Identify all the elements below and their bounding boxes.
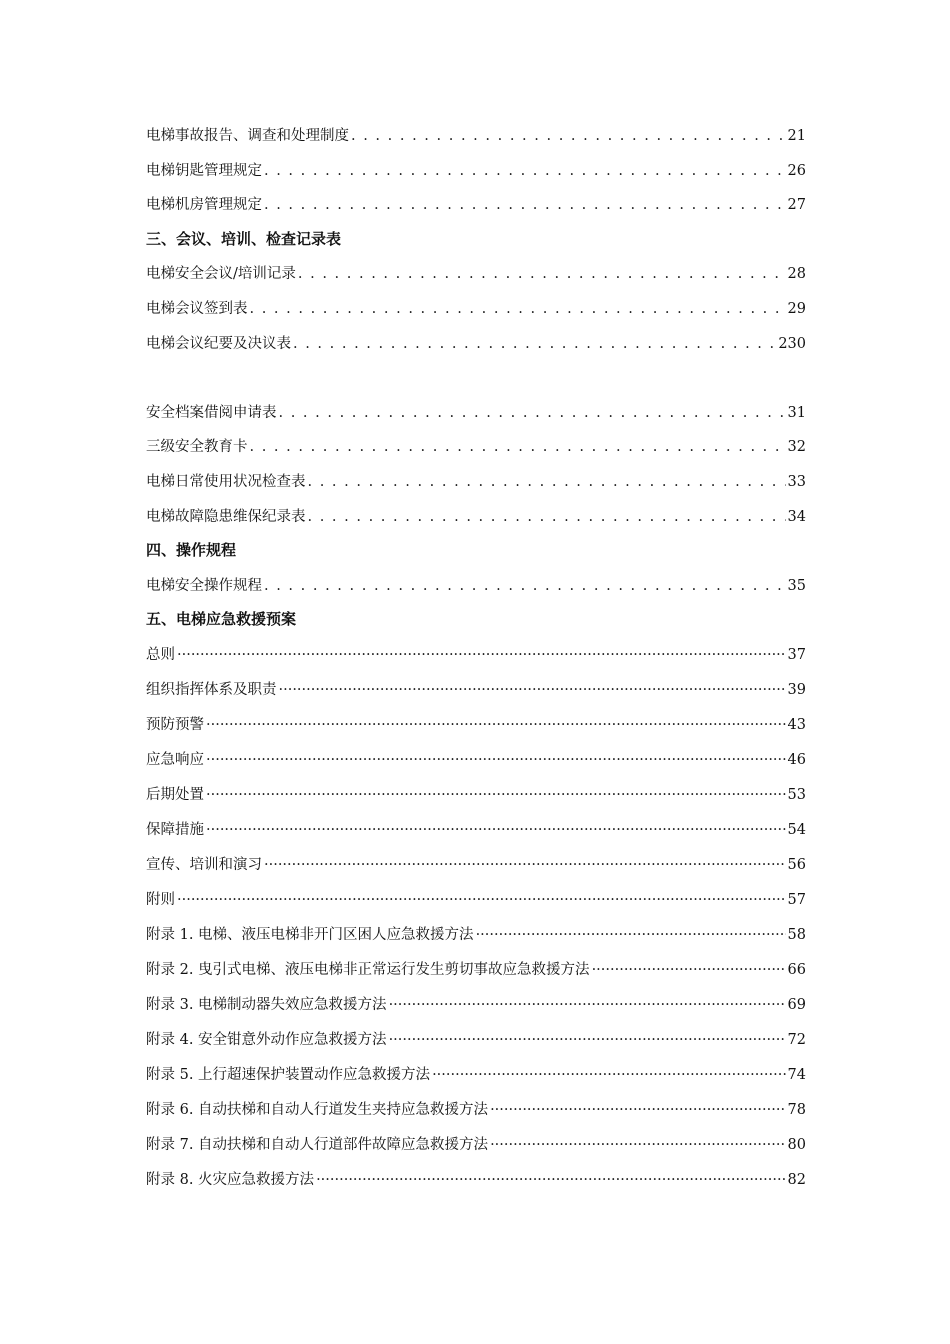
- table-of-contents: [146, 124, 806, 1203]
- toc-entry-title: 电梯会议签到表: [146, 300, 248, 317]
- toc-entry: [146, 853, 806, 888]
- toc-entry: [146, 888, 806, 923]
- toc-entry-page: 33: [787, 473, 806, 490]
- toc-leader: [298, 266, 786, 282]
- toc-entry-title: 电梯日常使用状况检查表: [146, 473, 306, 490]
- toc-entry: [146, 1098, 806, 1133]
- toc-entry-title: 电梯故障隐患维保纪录表: [146, 508, 306, 525]
- toc-entry: [146, 1028, 806, 1063]
- toc-entry: [146, 958, 806, 993]
- toc-entry-page: 31: [787, 404, 806, 421]
- toc-leader: [490, 1137, 785, 1153]
- toc-entry-title: 附录 5. 上行超速保护装置动作应急救援方法: [146, 1066, 431, 1083]
- toc-leader: [279, 682, 786, 698]
- toc-entry: [146, 713, 806, 748]
- toc-entry-title: 安全档案借阅申请表: [146, 404, 277, 421]
- toc-leader: [206, 752, 786, 768]
- toc-entry: [146, 505, 806, 540]
- toc-entry-title: 附则: [146, 891, 175, 908]
- toc-leader: [389, 997, 786, 1013]
- toc-entry-page: 56: [787, 856, 806, 873]
- toc-entry-page: 28: [787, 266, 806, 283]
- toc-entry-title: 附录 3. 电梯制动器失效应急救援方法: [146, 996, 387, 1013]
- section-heading-text: 三、会议、培训、检查记录表: [146, 229, 342, 248]
- toc-leader: [250, 301, 786, 317]
- toc-entry: [146, 748, 806, 783]
- toc-entry-title: 附录 6. 自动扶梯和自动人行道发生夹持应急救援方法: [146, 1101, 489, 1118]
- toc-entry-title: 三级安全教育卡: [146, 439, 248, 456]
- toc-entry-title: 附录 7. 自动扶梯和自动人行道部件故障应急救援方法: [146, 1136, 489, 1153]
- toc-leader: [308, 509, 786, 525]
- toc-entry-page: 27: [787, 197, 806, 214]
- toc-entry: [146, 124, 806, 159]
- toc-leader: [206, 717, 786, 733]
- toc-entry-title: 电梯机房管理规定: [146, 197, 262, 214]
- section-heading: [146, 608, 806, 643]
- toc-entry: [146, 1063, 806, 1098]
- toc-entry-title: 电梯事故报告、调查和处理制度: [146, 128, 349, 144]
- toc-leader: [308, 474, 786, 490]
- toc-entry-page: 21: [787, 128, 806, 144]
- toc-entry: [146, 1133, 806, 1168]
- toc-entry: [146, 993, 806, 1028]
- toc-entry-page: 53: [787, 786, 806, 803]
- toc-entry-page: 32: [787, 439, 806, 456]
- toc-entry-title: 后期处置: [146, 786, 204, 803]
- toc-entry-page: 230: [778, 335, 806, 352]
- toc-entry-title: 组织指挥体系及职责: [146, 681, 277, 698]
- toc-entry: [146, 1168, 806, 1203]
- toc-entry-page: 66: [787, 961, 806, 978]
- toc-entry-page: 29: [787, 300, 806, 317]
- toc-entry-page: 54: [787, 821, 806, 838]
- toc-leader: [432, 1067, 785, 1083]
- toc-leader: [279, 405, 786, 421]
- toc-entry: [146, 401, 806, 436]
- toc-entry-page: 39: [787, 681, 806, 698]
- blank-line: [146, 366, 806, 401]
- toc-leader: [490, 1102, 785, 1118]
- toc-entry-title: 保障措施: [146, 821, 204, 838]
- toc-entry-title: 总则: [146, 646, 175, 663]
- appendix-section: [146, 643, 806, 1203]
- toc-entry-page: 43: [787, 716, 806, 733]
- toc-entry: [146, 783, 806, 818]
- section-heading-text: 五、电梯应急救援预案: [146, 610, 297, 629]
- toc-entry-page: 37: [787, 646, 806, 663]
- toc-entry-page: 58: [787, 926, 806, 943]
- toc-leader: [351, 128, 786, 144]
- toc-entry-title: 应急响应: [146, 751, 204, 768]
- toc-entry: [146, 470, 806, 505]
- toc-leader: [293, 336, 776, 352]
- toc-entry: [146, 159, 806, 194]
- toc-leader: [592, 962, 786, 978]
- toc-entry: [146, 435, 806, 470]
- toc-entry-page: 82: [787, 1171, 806, 1188]
- toc-entry-title: 附录 1. 电梯、液压电梯非开门区困人应急救援方法: [146, 926, 474, 943]
- toc-entry-title: 电梯安全操作规程: [146, 577, 262, 594]
- toc-leader: [264, 578, 786, 594]
- toc-leader: [316, 1172, 785, 1188]
- toc-entry-page: 34: [787, 508, 806, 525]
- toc-entry-title: 附录 8. 火灾应急救援方法: [146, 1171, 315, 1188]
- toc-entry-page: 78: [787, 1101, 806, 1118]
- toc-leader: [476, 927, 786, 943]
- toc-leader: [177, 892, 786, 908]
- toc-leader: [264, 857, 786, 873]
- toc-entry: [146, 297, 806, 332]
- toc-leader: [206, 787, 786, 803]
- toc-entry-page: 69: [787, 996, 806, 1013]
- section-heading: [146, 228, 806, 263]
- toc-entry: [146, 332, 806, 367]
- toc-entry-title: 附录 2. 曳引式电梯、液压电梯非正常运行发生剪切事故应急救援方法: [146, 961, 590, 978]
- section-heading-text: 四、操作规程: [146, 541, 237, 560]
- toc-leader: [250, 439, 786, 455]
- toc-entry-page: 80: [787, 1136, 806, 1153]
- toc-entry-page: 57: [787, 891, 806, 908]
- toc-entry-title: 预防预警: [146, 716, 204, 733]
- toc-entry-page: 74: [787, 1066, 806, 1083]
- toc-entry-title: 电梯钥匙管理规定: [146, 162, 262, 179]
- toc-entry: [146, 193, 806, 228]
- toc-entry-title: 电梯安全会议/培训记录: [146, 266, 296, 283]
- toc-entry-title: 宣传、培训和演习: [146, 856, 262, 873]
- toc-entry: [146, 262, 806, 297]
- toc-leader: [264, 163, 786, 179]
- toc-entry-page: 46: [787, 751, 806, 768]
- toc-entry-title: 附录 4. 安全钳意外动作应急救援方法: [146, 1031, 387, 1048]
- toc-entry-page: 72: [787, 1031, 806, 1048]
- toc-entry: [146, 818, 806, 853]
- toc-leader: [177, 647, 786, 663]
- toc-entry: [146, 574, 806, 609]
- toc-entry: [146, 678, 806, 713]
- toc-entry-page: 26: [787, 162, 806, 179]
- section-heading: [146, 539, 806, 574]
- toc-entry: [146, 923, 806, 958]
- toc-leader: [389, 1032, 786, 1048]
- toc-entry: [146, 643, 806, 678]
- toc-entry-page: 35: [787, 577, 806, 594]
- toc-leader: [206, 822, 786, 838]
- toc-entry-title: 电梯会议纪要及决议表: [146, 335, 291, 352]
- toc-leader: [264, 197, 786, 213]
